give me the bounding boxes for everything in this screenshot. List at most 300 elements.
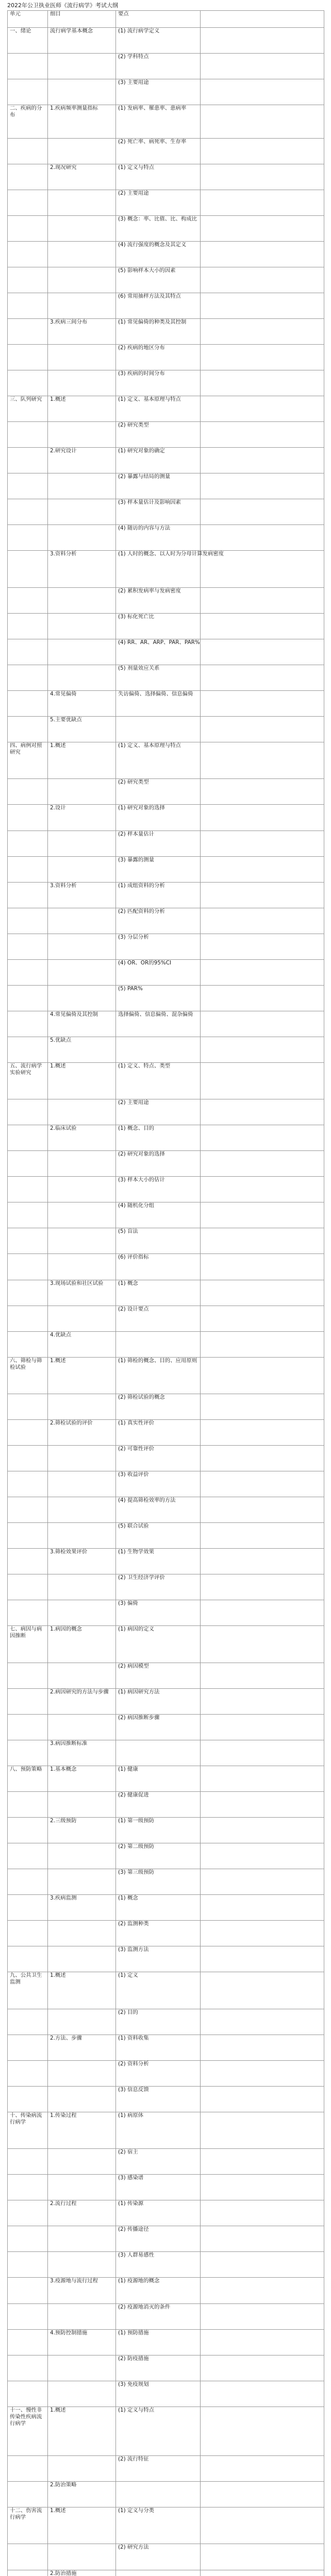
category-cell <box>48 1254 116 1280</box>
table-row <box>8 805 324 831</box>
blank-cell <box>201 2329 324 2355</box>
blank-cell <box>201 831 324 856</box>
table-row <box>8 2009 324 2035</box>
category-cell: 1.概述 <box>48 2507 116 2544</box>
unit-cell <box>8 1688 48 1714</box>
unit-cell <box>8 2200 48 2226</box>
blank-cell <box>201 54 324 79</box>
blank-cell <box>201 1254 324 1280</box>
category-cell <box>48 2009 116 2035</box>
blank-cell <box>201 2175 324 2200</box>
unit-cell <box>8 2544 48 2570</box>
point-cell: (2) 研究类型 <box>116 779 201 805</box>
category-cell <box>48 1714 116 1740</box>
table-row <box>8 831 324 856</box>
point-cell: (2) 传播途径 <box>116 2226 201 2252</box>
table-row <box>8 2455 324 2481</box>
category-cell: 1.概述 <box>48 1062 116 1099</box>
point-cell: (2) 可靠性评价 <box>116 1446 201 1471</box>
point-cell: (3) 样本大小的估计 <box>116 1177 201 1202</box>
point-cell: (2) 健康促进 <box>116 1792 201 1818</box>
table-row <box>8 1792 324 1818</box>
table-row <box>8 1574 324 1600</box>
unit-cell <box>8 779 48 805</box>
blank-cell <box>201 2226 324 2252</box>
exam-outline-table <box>7 10 324 2576</box>
unit-cell: 十、传染病流行病学 <box>8 2112 48 2148</box>
point-cell: (2) 防疫措施 <box>116 2355 201 2381</box>
unit-cell <box>8 370 48 396</box>
point-cell <box>116 1740 201 1766</box>
unit-cell <box>8 267 48 293</box>
category-cell <box>48 1792 116 1818</box>
blank-cell <box>201 639 324 665</box>
unit-cell <box>8 2175 48 2200</box>
table-row <box>8 499 324 525</box>
blank-cell <box>201 613 324 639</box>
blank-cell <box>201 105 324 138</box>
blank-cell <box>201 396 324 422</box>
table-row <box>8 396 324 422</box>
point-cell <box>116 1331 201 1357</box>
point-cell: (3) 样本量估计及影响因素 <box>116 499 201 525</box>
point-cell: (3) 信息反馈 <box>116 2086 201 2112</box>
unit-cell <box>8 831 48 856</box>
table-row <box>8 1921 324 1946</box>
category-cell <box>48 190 116 215</box>
unit-cell <box>8 2060 48 2086</box>
blank-cell <box>201 1523 324 1549</box>
unit-cell: 六、筛检与筛检试验 <box>8 1357 48 1394</box>
category-cell: 4.预防控制措施 <box>48 2329 116 2355</box>
point-cell: (1) 成组资料的分析 <box>116 882 201 908</box>
point-cell: (3) 免疫规划 <box>116 2381 201 2406</box>
unit-cell <box>8 551 48 587</box>
point-cell: (2) 卫生经济学评价 <box>116 1574 201 1600</box>
unit-cell <box>8 2381 48 2406</box>
table-row <box>8 2060 324 2086</box>
point-cell: (5) 影响样本大小的因素 <box>116 267 201 293</box>
table-row <box>8 1099 324 1125</box>
point-cell: (3) 分层分析 <box>116 934 201 959</box>
unit-cell <box>8 1254 48 1280</box>
blank-cell <box>201 934 324 959</box>
unit-cell <box>8 1228 48 1254</box>
point-cell: (2) 第二级预防 <box>116 1843 201 1869</box>
point-cell: (3) 暴露的测量 <box>116 856 201 882</box>
point-cell: (6) 常用抽样方法及其特点 <box>116 293 201 318</box>
table-row <box>8 1011 324 1037</box>
point-cell: (1) 生物学效果 <box>116 1549 201 1574</box>
table-row <box>8 2570 324 2576</box>
blank-cell <box>201 422 324 448</box>
category-cell <box>48 779 116 805</box>
unit-cell <box>8 2455 48 2481</box>
table-row <box>8 2035 324 2060</box>
blank-cell <box>201 2507 324 2544</box>
table-row <box>8 1357 324 1394</box>
blank-cell <box>201 1446 324 1471</box>
point-cell: (1) 人时的概念、以人时为分母计算发病密度 <box>116 551 201 587</box>
blank-cell <box>201 856 324 882</box>
table-row <box>8 959 324 985</box>
blank-cell <box>201 2278 324 2303</box>
table-row <box>8 1626 324 1663</box>
category-cell <box>48 1843 116 1869</box>
table-row <box>8 985 324 1011</box>
table-row <box>8 716 324 742</box>
blank-cell <box>201 1202 324 1228</box>
blank-cell <box>201 1600 324 1626</box>
unit-cell <box>8 639 48 665</box>
category-cell <box>48 959 116 985</box>
blank-cell <box>201 805 324 831</box>
table-row <box>8 908 324 934</box>
point-cell: (5) 剂量效应关系 <box>116 665 201 690</box>
point-cell <box>116 2570 201 2576</box>
table-row <box>8 319 324 345</box>
category-cell: 3.筛检效果评价 <box>48 1549 116 1574</box>
unit-cell <box>8 1471 48 1497</box>
blank-cell <box>201 473 324 499</box>
blank-cell <box>201 164 324 190</box>
unit-cell <box>8 959 48 985</box>
category-cell <box>48 1471 116 1497</box>
point-cell: (1) 定义、基本原理与特点 <box>116 396 201 422</box>
point-cell: (3) 监测方法 <box>116 1946 201 1972</box>
blank-cell <box>201 319 324 345</box>
blank-cell <box>201 2381 324 2406</box>
table-row <box>8 1497 324 1523</box>
blank-cell <box>201 499 324 525</box>
category-cell <box>48 1497 116 1523</box>
table-row <box>8 1062 324 1099</box>
point-cell: (2) 研究类型 <box>116 422 201 448</box>
table-row <box>8 1151 324 1177</box>
unit-cell <box>8 190 48 215</box>
category-cell: 1.概述 <box>48 742 116 778</box>
point-cell: (2) 监测种类 <box>116 1921 201 1946</box>
table-row <box>8 1869 324 1895</box>
table-row <box>8 1714 324 1740</box>
unit-cell <box>8 908 48 934</box>
category-cell: 1.概述 <box>48 1357 116 1394</box>
unit-cell <box>8 1394 48 1420</box>
blank-cell <box>201 1062 324 1099</box>
blank-cell <box>201 138 324 164</box>
table-row <box>8 241 324 267</box>
table-row <box>8 1471 324 1497</box>
blank-cell <box>201 2112 324 2148</box>
table-row <box>8 1688 324 1714</box>
unit-cell <box>8 319 48 345</box>
unit-cell <box>8 1792 48 1818</box>
blank-cell <box>201 448 324 473</box>
table-row <box>8 2226 324 2252</box>
unit-cell <box>8 1895 48 1921</box>
table-row <box>8 934 324 959</box>
table-row <box>8 2329 324 2355</box>
blank-cell <box>201 241 324 267</box>
category-cell: 2.现况研究 <box>48 164 116 190</box>
table-row <box>8 2406 324 2455</box>
unit-cell <box>8 525 48 551</box>
point-cell: (1) 定义、基本原理与特点 <box>116 742 201 778</box>
table-row <box>8 2355 324 2381</box>
table-row <box>8 293 324 318</box>
blank-cell <box>201 1921 324 1946</box>
point-cell: (2) 暴露与结局的测量 <box>116 473 201 499</box>
table-row <box>8 587 324 613</box>
table-row <box>8 1228 324 1254</box>
table-row <box>8 2175 324 2200</box>
point-cell: (1) 定义与特点 <box>116 164 201 190</box>
point-cell: (2) 研究对象的选择 <box>116 1151 201 1177</box>
category-cell: 2.方法、步骤 <box>48 2035 116 2060</box>
category-cell: 1.基本概念 <box>48 1766 116 1791</box>
point-cell: (2) 资料分析 <box>116 2060 201 2086</box>
blank-cell <box>201 2086 324 2112</box>
table-row <box>8 1549 324 1574</box>
point-cell: (3) 感染谱 <box>116 2175 201 2200</box>
blank-cell <box>201 1306 324 1331</box>
category-cell <box>48 79 116 105</box>
unit-cell <box>8 1523 48 1549</box>
blank-cell <box>201 2149 324 2175</box>
blank-cell <box>201 908 324 934</box>
blank-cell <box>201 1972 324 2009</box>
unit-cell <box>8 2570 48 2576</box>
category-cell <box>48 2381 116 2406</box>
table-row <box>8 345 324 370</box>
table-row <box>8 1740 324 1766</box>
unit-cell <box>8 422 48 448</box>
unit-cell <box>8 882 48 908</box>
blank-cell <box>201 2060 324 2086</box>
blank-cell <box>201 2481 324 2507</box>
table-row <box>8 1946 324 1972</box>
category-cell <box>48 1099 116 1125</box>
category-cell <box>48 422 116 448</box>
unit-cell <box>8 1011 48 1037</box>
point-cell: (1) 病因的定义 <box>116 1626 201 1663</box>
category-cell: 2.临床试验 <box>48 1125 116 1151</box>
category-cell <box>48 1921 116 1946</box>
point-cell: (2) 匹配资料的分析 <box>116 908 201 934</box>
table-row <box>8 2303 324 2329</box>
blank-cell <box>201 1011 324 1037</box>
category-cell: 4.优缺点 <box>48 1331 116 1357</box>
point-cell: (4) 提高筛检效率的方法 <box>116 1497 201 1523</box>
table-row <box>8 613 324 639</box>
unit-cell <box>8 1946 48 1972</box>
point-cell: (2) 疫源地消灭的条件 <box>116 2303 201 2329</box>
point-cell: (5) 联合试验 <box>116 1523 201 1549</box>
table-row <box>8 639 324 665</box>
category-cell: 1.病因的概念 <box>48 1626 116 1663</box>
category-cell <box>48 1151 116 1177</box>
point-cell: (2) 主要用途 <box>116 1099 201 1125</box>
point-cell: (4) 随访的内容与方法 <box>116 525 201 551</box>
blank-cell <box>201 1574 324 1600</box>
category-cell: 3.疾病三间分布 <box>48 319 116 345</box>
category-cell <box>48 215 116 241</box>
unit-cell: 八、预防策略 <box>8 1766 48 1791</box>
point-cell: (2) 疾病的地区分布 <box>116 345 201 370</box>
table-row <box>8 105 324 138</box>
point-cell: (3) 偏倚 <box>116 1600 201 1626</box>
table-row <box>8 1843 324 1869</box>
unit-cell <box>8 345 48 370</box>
category-cell <box>48 1946 116 1972</box>
point-cell: (1) 第一级预防 <box>116 1818 201 1843</box>
table-row <box>8 1818 324 1843</box>
point-cell: (4) RR、AR、ARP、PAR、PAR% <box>116 639 201 665</box>
unit-cell: 四、病例对照研究 <box>8 742 48 778</box>
table-row <box>8 2381 324 2406</box>
category-cell <box>48 1228 116 1254</box>
table-row <box>8 1202 324 1228</box>
category-cell: 3.现场试验和社区试验 <box>48 1280 116 1306</box>
blank-cell <box>201 1843 324 1869</box>
unit-cell <box>8 1869 48 1895</box>
blank-cell <box>201 2009 324 2035</box>
unit-cell <box>8 138 48 164</box>
category-cell: 5.主要优缺点 <box>48 716 116 742</box>
table-row <box>8 2544 324 2570</box>
header-row <box>8 11 324 28</box>
blank-cell <box>201 665 324 690</box>
point-cell: (2) 病因模型 <box>116 1663 201 1688</box>
unit-cell <box>8 293 48 318</box>
unit-cell <box>8 1600 48 1626</box>
blank-cell <box>201 525 324 551</box>
unit-cell <box>8 448 48 473</box>
category-cell: 3.资料分析 <box>48 882 116 908</box>
outline-table-body <box>8 11 324 2576</box>
unit-cell <box>8 1714 48 1740</box>
table-row <box>8 54 324 79</box>
blank-cell <box>201 215 324 241</box>
category-cell <box>48 1663 116 1688</box>
unit-cell <box>8 2035 48 2060</box>
blank-cell <box>201 779 324 805</box>
blank-cell <box>201 1714 324 1740</box>
point-cell: (1) 传染源 <box>116 2200 201 2226</box>
category-cell <box>48 267 116 293</box>
point-cell: (1) 病原体 <box>116 2112 201 2148</box>
category-cell <box>48 2252 116 2278</box>
point-cell: (3) 第三级预防 <box>116 1869 201 1895</box>
point-cell: (1) 流行病学定义 <box>116 28 201 54</box>
category-cell <box>48 1177 116 1202</box>
category-cell: 2.防治策略 <box>48 2481 116 2507</box>
category-cell <box>48 856 116 882</box>
unit-cell: 三、队列研究 <box>8 396 48 422</box>
category-cell: 2.三级预防 <box>48 1818 116 1843</box>
unit-cell: 一、绪论 <box>8 28 48 54</box>
table-row <box>8 1280 324 1306</box>
table-row <box>8 1600 324 1626</box>
category-cell <box>48 293 116 318</box>
blank-cell <box>201 2406 324 2455</box>
unit-cell: 五、流行病学实验研究 <box>8 1062 48 1099</box>
point-cell: (3) 主要用途 <box>116 79 201 105</box>
blank-cell <box>201 1394 324 1420</box>
unit-cell <box>8 690 48 716</box>
category-cell <box>48 665 116 690</box>
point-cell: (2) 累积发病率与发病密度 <box>116 587 201 613</box>
category-cell <box>48 587 116 613</box>
unit-cell: 七、病因与病因推断 <box>8 1626 48 1663</box>
unit-cell <box>8 1280 48 1306</box>
table-row <box>8 164 324 190</box>
category-cell: 3.病因推断标准 <box>48 1740 116 1766</box>
unit-cell <box>8 1151 48 1177</box>
category-cell <box>48 2355 116 2381</box>
point-cell: (1) 发病率、罹患率、患病率 <box>116 105 201 138</box>
table-row <box>8 1306 324 1331</box>
blank-cell <box>201 2200 324 2226</box>
category-cell <box>48 908 116 934</box>
point-cell: (2) 病因推断步骤 <box>116 1714 201 1740</box>
point-cell: (3) 疾病的时间分布 <box>116 370 201 396</box>
category-cell <box>48 1394 116 1420</box>
unit-cell <box>8 2149 48 2175</box>
blank-cell <box>201 28 324 54</box>
blank-cell <box>201 293 324 318</box>
category-cell: 2.病因研究的方法与步骤 <box>48 1688 116 1714</box>
blank-cell <box>201 1151 324 1177</box>
point-cell: (1) 定义 <box>116 1972 201 2009</box>
category-cell: 2.流行过程 <box>48 2200 116 2226</box>
unit-cell <box>8 2278 48 2303</box>
unit-cell: 二、疾病的分布 <box>8 105 48 138</box>
table-row <box>8 138 324 164</box>
header-extra <box>201 11 324 28</box>
point-cell: (1) 研究对象的确定 <box>116 448 201 473</box>
table-row <box>8 1523 324 1549</box>
category-cell <box>48 1869 116 1895</box>
blank-cell <box>201 690 324 716</box>
point-cell: (2) 死亡率、病死率、生存率 <box>116 138 201 164</box>
table-row <box>8 525 324 551</box>
blank-cell <box>201 1331 324 1357</box>
blank-cell <box>201 2544 324 2570</box>
blank-cell <box>201 2355 324 2381</box>
blank-cell <box>201 1177 324 1202</box>
unit-cell <box>8 1177 48 1202</box>
unit-cell <box>8 805 48 831</box>
unit-cell <box>8 2009 48 2035</box>
unit-cell <box>8 934 48 959</box>
point-cell: (2) 宿主 <box>116 2149 201 2175</box>
category-cell <box>48 1202 116 1228</box>
category-cell: 1.概述 <box>48 1972 116 2009</box>
point-cell: (3) 收益评价 <box>116 1471 201 1497</box>
point-cell: (1) 定义、特点、类型 <box>116 1062 201 1099</box>
point-cell: (1) 预防措施 <box>116 2329 201 2355</box>
unit-cell <box>8 716 48 742</box>
table-row <box>8 551 324 587</box>
category-cell: 5.优缺点 <box>48 1037 116 1062</box>
point-cell: (1) 健康 <box>116 1766 201 1791</box>
unit-cell <box>8 499 48 525</box>
blank-cell <box>201 1626 324 1663</box>
unit-cell <box>8 1843 48 1869</box>
blank-cell <box>201 2035 324 2060</box>
point-cell: (2) 研究方法 <box>116 2544 201 2570</box>
